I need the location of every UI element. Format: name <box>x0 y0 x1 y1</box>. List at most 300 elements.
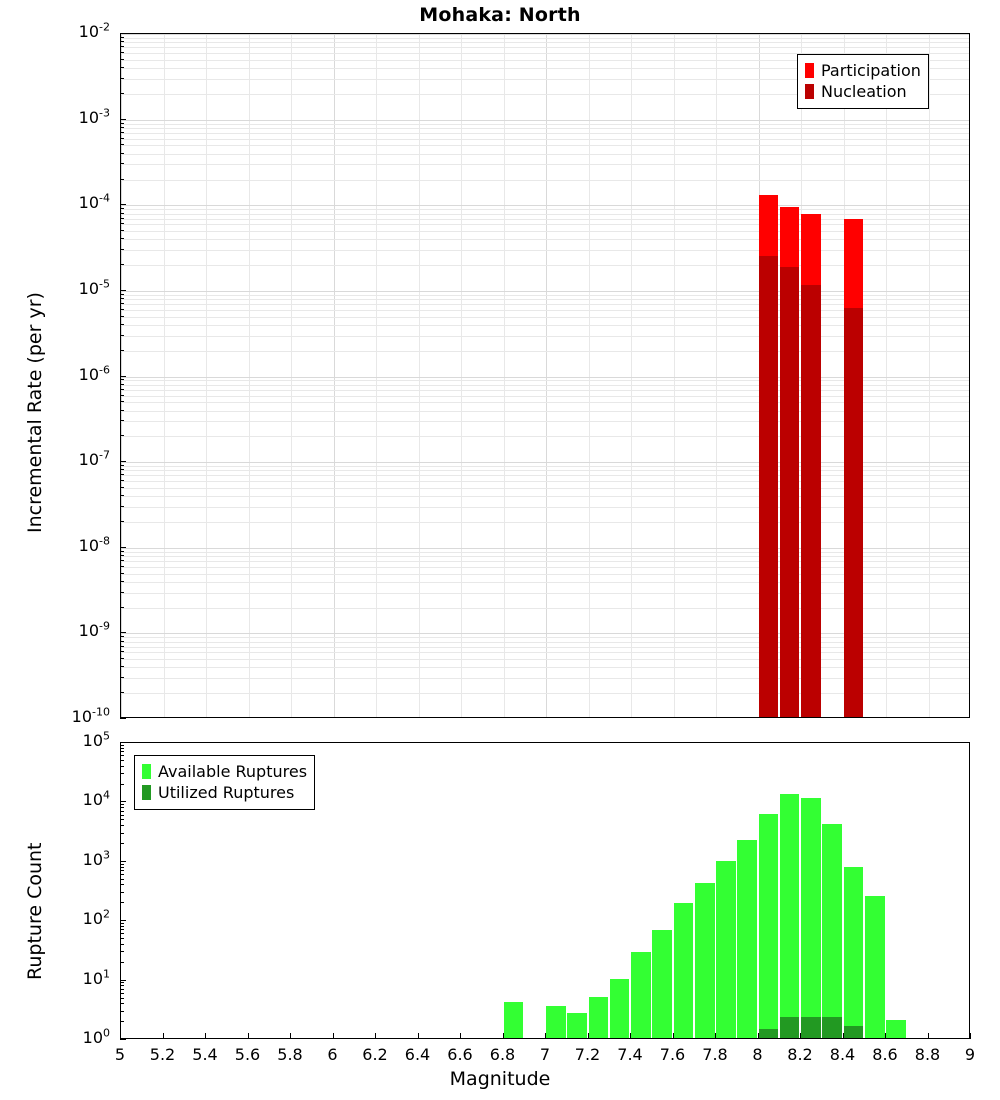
gridline <box>589 34 590 717</box>
top-legend <box>797 54 929 109</box>
gridline <box>631 34 632 717</box>
x-tick-label: 7.8 <box>702 1045 728 1064</box>
legend-swatch-available-icon <box>142 764 151 779</box>
bar-nucleation <box>759 256 779 717</box>
gridline <box>121 224 969 225</box>
y-tick-mark <box>120 376 126 377</box>
x-tick-mark <box>545 1033 546 1039</box>
y-tick-mark-minor <box>120 316 124 317</box>
bar-utilized-ruptures <box>844 1026 864 1038</box>
y-tick-mark-minor <box>120 1011 124 1012</box>
y-tick-label: $10^{-7}$ <box>78 448 110 470</box>
bar-available-ruptures <box>780 794 800 1038</box>
gridline <box>121 466 969 467</box>
gridline <box>121 475 969 476</box>
x-tick-label: 9 <box>964 1045 976 1064</box>
gridline <box>121 470 969 471</box>
y-tick-mark-minor <box>120 773 124 774</box>
gridline <box>546 34 547 717</box>
gridline <box>121 402 969 403</box>
gridline <box>121 561 969 562</box>
y-tick-mark-minor <box>120 213 124 214</box>
x-tick-mark <box>715 1033 716 1039</box>
y-tick-mark <box>120 920 126 921</box>
legend-swatch-nucleation-icon <box>805 84 814 99</box>
gridline <box>121 310 969 311</box>
y-tick-mark-minor <box>120 646 124 647</box>
gridline <box>121 336 969 337</box>
legend-swatch-participation-icon <box>805 63 814 78</box>
gridline <box>886 34 887 717</box>
x-tick-mark <box>630 1033 631 1039</box>
legend-item-nucleation <box>805 81 921 102</box>
y-tick-mark-minor <box>120 41 124 42</box>
gridline <box>121 652 969 653</box>
top-plot-panel <box>120 33 970 718</box>
bar-available-ruptures <box>631 952 651 1038</box>
y-tick-mark-minor <box>120 294 124 295</box>
y-tick-label: $10^1$ <box>82 967 110 988</box>
y-tick-label: $10^5$ <box>82 729 110 750</box>
gridline <box>121 124 969 125</box>
gridline <box>121 47 969 48</box>
y-tick-mark-minor <box>120 666 124 667</box>
bar-available-ruptures <box>801 798 821 1038</box>
y-tick-mark-minor <box>120 592 124 593</box>
y-tick-mark-minor <box>120 59 124 60</box>
legend-label-available-ruptures: Available Ruptures <box>158 761 308 781</box>
y-tick-label: $10^{-9}$ <box>78 620 110 641</box>
bar-available-ruptures <box>759 814 779 1038</box>
bar-available-ruptures <box>610 979 630 1038</box>
legend-label-participation: Participation <box>821 60 921 80</box>
bar-available-ruptures <box>822 824 842 1038</box>
y-tick-mark-minor <box>120 815 124 816</box>
y-tick-mark-minor <box>120 929 124 930</box>
y-tick-mark-minor <box>120 469 124 470</box>
y-tick-mark-minor <box>120 692 124 693</box>
x-tick-label: 6.4 <box>404 1045 431 1064</box>
x-tick-label: 6.8 <box>489 1045 516 1064</box>
legend-swatch-utilized-icon <box>142 785 151 800</box>
gridline <box>121 507 969 508</box>
y-tick-mark-minor <box>120 760 124 761</box>
gridline <box>121 647 969 648</box>
x-tick-mark <box>800 1033 801 1039</box>
gridline <box>121 154 969 155</box>
y-tick-mark-minor <box>120 480 124 481</box>
gridline <box>121 462 969 463</box>
y-tick-mark-minor <box>120 879 124 880</box>
y-tick-mark-minor <box>120 153 124 154</box>
gridline <box>121 693 969 694</box>
gridline <box>121 574 969 575</box>
y-tick-mark-minor <box>120 874 124 875</box>
y-tick-label: $10^{-6}$ <box>78 363 110 384</box>
gridline <box>121 205 969 206</box>
x-tick-mark <box>758 1033 759 1039</box>
y-tick-mark-minor <box>120 555 124 556</box>
y-tick-mark-minor <box>120 926 124 927</box>
x-tick-mark <box>248 1033 249 1039</box>
y-tick-mark-minor <box>120 982 124 983</box>
gridline <box>121 421 969 422</box>
y-tick-mark-minor <box>120 825 124 826</box>
y-tick-mark-minor <box>120 641 124 642</box>
y-tick-mark <box>120 980 126 981</box>
x-tick-label: 8 <box>752 1045 763 1064</box>
gridline <box>929 34 930 717</box>
y-tick-mark-minor <box>120 379 124 380</box>
x-tick-label: 7.2 <box>574 1045 601 1064</box>
y-tick-mark-minor <box>120 138 124 139</box>
y-tick-mark-minor <box>120 636 124 637</box>
x-tick-mark <box>418 1033 419 1039</box>
y-tick-mark-minor <box>120 223 124 224</box>
x-axis-label: Magnitude <box>449 1068 551 1090</box>
gridline <box>121 231 969 232</box>
y-tick-label: $10^{-2}$ <box>78 20 110 41</box>
y-tick-mark <box>120 290 126 291</box>
x-tick-label: 7.6 <box>659 1045 686 1064</box>
y-tick-mark-minor <box>120 867 124 868</box>
y-tick-mark-minor <box>120 506 124 507</box>
y-tick-mark-minor <box>120 37 124 38</box>
y-tick-mark-minor <box>120 93 124 94</box>
y-tick-label: $10^{-5}$ <box>78 277 110 298</box>
gridline <box>121 582 969 583</box>
y-tick-mark-minor <box>120 309 124 310</box>
gridline <box>249 34 250 717</box>
gridline <box>121 567 969 568</box>
bar-utilized-ruptures <box>822 1017 842 1039</box>
x-tick-mark <box>120 1033 121 1039</box>
y-tick-mark-minor <box>120 870 124 871</box>
gridline <box>121 133 969 134</box>
bar-available-ruptures <box>674 903 694 1038</box>
y-tick-mark-minor <box>120 401 124 402</box>
gridline <box>121 164 969 165</box>
y-tick-label: $10^3$ <box>82 848 110 869</box>
y-tick-mark-minor <box>120 1003 124 1004</box>
gridline <box>121 295 969 296</box>
y-tick-mark-minor <box>120 745 124 746</box>
gridline <box>121 209 969 210</box>
bottom-y-axis-label: Rupture Count <box>24 842 46 980</box>
y-tick-mark-minor <box>120 264 124 265</box>
gridline <box>121 556 969 557</box>
bar-utilized-ruptures <box>801 1017 821 1039</box>
gridline <box>121 496 969 497</box>
x-tick-label: 8.2 <box>787 1045 813 1064</box>
gridline <box>121 593 969 594</box>
y-tick-mark <box>120 33 126 34</box>
y-tick-mark-minor <box>120 766 124 767</box>
y-tick-mark-minor <box>120 985 124 986</box>
x-tick-label: 6.2 <box>362 1045 388 1064</box>
y-tick-mark-minor <box>120 420 124 421</box>
gridline <box>121 390 969 391</box>
top-y-axis-label: Incremental Rate (per yr) <box>24 292 46 533</box>
y-tick-mark-minor <box>120 884 124 885</box>
y-tick-mark-minor <box>120 819 124 820</box>
y-tick-mark-minor <box>120 933 124 934</box>
y-tick-mark-minor <box>120 465 124 466</box>
x-tick-mark <box>588 1033 589 1039</box>
gridline <box>419 34 420 717</box>
y-tick-mark-minor <box>120 892 124 893</box>
gridline <box>121 385 969 386</box>
gridline <box>121 481 969 482</box>
y-tick-label: $10^{-10}$ <box>71 705 110 726</box>
y-tick-mark-minor <box>120 132 124 133</box>
bar-nucleation <box>801 285 821 717</box>
y-tick-mark-minor <box>120 395 124 396</box>
y-tick-mark-minor <box>120 923 124 924</box>
y-tick-label: $10^4$ <box>82 789 110 810</box>
bar-utilized-ruptures <box>759 1029 779 1038</box>
gridline <box>121 552 969 553</box>
gridline <box>334 34 335 717</box>
bar-available-ruptures <box>652 930 672 1038</box>
y-tick-mark-minor <box>120 230 124 231</box>
y-tick-mark-minor <box>120 951 124 952</box>
legend-item-utilized-ruptures <box>142 782 307 803</box>
x-tick-mark <box>843 1033 844 1039</box>
gridline <box>121 145 969 146</box>
gridline <box>121 377 969 378</box>
y-tick-mark-minor <box>120 52 124 53</box>
y-tick-mark-minor <box>120 573 124 574</box>
bar-available-ruptures <box>504 1002 524 1038</box>
y-tick-mark-minor <box>120 389 124 390</box>
y-tick-mark-minor <box>120 962 124 963</box>
gridline <box>121 637 969 638</box>
y-tick-mark-minor <box>120 163 124 164</box>
y-tick-mark-minor <box>120 807 124 808</box>
y-tick-mark-minor <box>120 804 124 805</box>
y-tick-mark-minor <box>120 350 124 351</box>
x-tick-mark <box>205 1033 206 1039</box>
gridline <box>121 436 969 437</box>
y-tick-mark-minor <box>120 581 124 582</box>
x-tick-label: 7 <box>539 1045 551 1064</box>
bar-utilized-ruptures <box>780 1017 800 1039</box>
y-tick-mark <box>120 204 126 205</box>
gridline <box>121 317 969 318</box>
y-tick-mark-minor <box>120 410 124 411</box>
y-tick-mark <box>120 1039 126 1040</box>
y-tick-mark <box>120 742 126 743</box>
y-tick-mark-minor <box>120 127 124 128</box>
gridline <box>121 548 969 549</box>
gridline <box>121 265 969 266</box>
legend-label-nucleation: Nucleation <box>821 81 907 101</box>
y-tick-mark-minor <box>120 495 124 496</box>
y-tick-mark-minor <box>120 46 124 47</box>
y-tick-mark-minor <box>120 658 124 659</box>
gridline <box>121 250 969 251</box>
y-tick-mark-minor <box>120 298 124 299</box>
y-tick-mark-minor <box>120 551 124 552</box>
gridline <box>121 667 969 668</box>
gridline <box>121 633 969 634</box>
y-tick-mark-minor <box>120 218 124 219</box>
gridline <box>121 180 969 181</box>
gridline <box>121 239 969 240</box>
x-tick-label: 5.2 <box>149 1045 176 1064</box>
gridline <box>121 139 969 140</box>
y-tick-mark-minor <box>120 748 124 749</box>
y-tick-mark-minor <box>120 1021 124 1022</box>
y-tick-mark-minor <box>120 384 124 385</box>
y-tick-mark-minor <box>120 751 124 752</box>
gridline <box>206 34 207 717</box>
x-tick-mark <box>375 1033 376 1039</box>
page-title: Mohaka: North <box>419 4 581 26</box>
gridline <box>121 291 969 292</box>
gridline <box>121 299 969 300</box>
y-tick-mark <box>120 861 126 862</box>
x-tick-mark <box>928 1033 929 1039</box>
x-tick-label: 8.8 <box>914 1045 941 1064</box>
bar-nucleation <box>780 267 800 717</box>
gridline <box>376 34 377 717</box>
gridline <box>121 642 969 643</box>
x-tick-mark <box>673 1033 674 1039</box>
gridline <box>121 659 969 660</box>
y-tick-mark-minor <box>120 811 124 812</box>
gridline <box>674 34 675 717</box>
y-tick-mark-minor <box>120 179 124 180</box>
gridline <box>716 34 717 717</box>
legend-item-available-ruptures <box>142 761 307 782</box>
y-tick-mark <box>120 718 126 719</box>
bar-available-ruptures <box>695 883 715 1038</box>
gridline <box>121 522 969 523</box>
x-tick-label: 5 <box>114 1045 126 1064</box>
y-tick-mark-minor <box>120 566 124 567</box>
y-tick-mark <box>120 119 126 120</box>
bar-available-ruptures <box>886 1020 906 1038</box>
y-tick-mark-minor <box>120 144 124 145</box>
y-tick-mark-minor <box>120 864 124 865</box>
bar-available-ruptures <box>737 840 757 1039</box>
gridline <box>504 34 505 717</box>
bar-nucleation <box>844 308 864 717</box>
x-tick-mark <box>970 1033 971 1039</box>
gridline <box>121 128 969 129</box>
legend-item-participation <box>805 60 921 81</box>
x-tick-label: 5.4 <box>192 1045 218 1064</box>
y-tick-mark-minor <box>120 944 124 945</box>
y-tick-mark-minor <box>120 833 124 834</box>
y-tick-mark-minor <box>120 651 124 652</box>
y-tick-mark-minor <box>120 938 124 939</box>
y-tick-mark-minor <box>120 208 124 209</box>
y-tick-mark-minor <box>120 677 124 678</box>
y-tick-mark-minor <box>120 784 124 785</box>
bar-available-ruptures <box>865 896 885 1038</box>
gridline <box>461 34 462 717</box>
bar-available-ruptures <box>567 1013 587 1038</box>
x-tick-mark <box>885 1033 886 1039</box>
y-tick-mark-minor <box>120 607 124 608</box>
y-tick-label: $10^0$ <box>82 1026 110 1047</box>
gridline <box>121 608 969 609</box>
gridline <box>121 42 969 43</box>
gridline <box>121 325 969 326</box>
gridline <box>121 219 969 220</box>
x-tick-label: 6 <box>327 1045 338 1064</box>
gridline <box>121 120 969 121</box>
y-tick-mark-minor <box>120 989 124 990</box>
x-tick-label: 7.4 <box>617 1045 643 1064</box>
gridline <box>121 380 969 381</box>
bottom-legend <box>134 755 315 810</box>
y-tick-mark-minor <box>120 78 124 79</box>
y-tick-mark-minor <box>120 755 124 756</box>
y-tick-mark-minor <box>120 521 124 522</box>
x-tick-label: 5.8 <box>277 1045 303 1064</box>
y-tick-mark-minor <box>120 560 124 561</box>
y-tick-mark-minor <box>120 998 124 999</box>
gridline <box>164 34 165 717</box>
y-tick-mark <box>120 632 126 633</box>
gridline <box>121 411 969 412</box>
y-tick-mark-minor <box>120 67 124 68</box>
x-tick-mark <box>460 1033 461 1039</box>
y-tick-mark-minor <box>120 435 124 436</box>
gridline <box>121 678 969 679</box>
y-tick-mark-minor <box>120 335 124 336</box>
y-tick-mark-minor <box>120 238 124 239</box>
x-tick-mark <box>163 1033 164 1039</box>
y-tick-mark <box>120 801 126 802</box>
bar-available-ruptures <box>546 1006 566 1038</box>
y-tick-mark <box>120 461 126 462</box>
x-tick-mark <box>290 1033 291 1039</box>
y-tick-mark-minor <box>120 123 124 124</box>
y-tick-mark-minor <box>120 303 124 304</box>
y-tick-label: $10^{-3}$ <box>78 106 110 127</box>
y-tick-mark-minor <box>120 993 124 994</box>
gridline <box>121 34 969 35</box>
y-tick-label: $10^2$ <box>82 907 110 929</box>
gridline <box>121 304 969 305</box>
x-tick-label: 8.4 <box>829 1045 856 1064</box>
x-tick-mark <box>503 1033 504 1039</box>
x-tick-label: 8.6 <box>872 1045 898 1064</box>
y-tick-mark-minor <box>120 324 124 325</box>
y-tick-mark-minor <box>120 474 124 475</box>
gridline <box>121 488 969 489</box>
y-tick-mark-minor <box>120 843 124 844</box>
y-tick-mark-minor <box>120 249 124 250</box>
bar-available-ruptures <box>716 861 736 1038</box>
x-tick-label: 5.6 <box>234 1045 261 1064</box>
y-tick-mark-minor <box>120 902 124 903</box>
bar-available-ruptures <box>844 867 864 1038</box>
bar-available-ruptures <box>589 997 609 1039</box>
gridline <box>121 396 969 397</box>
y-tick-label: $10^{-8}$ <box>78 534 110 555</box>
y-tick-mark-minor <box>120 487 124 488</box>
legend-label-utilized-ruptures: Utilized Ruptures <box>158 782 295 802</box>
gridline <box>121 214 969 215</box>
gridline <box>121 351 969 352</box>
y-tick-label: $10^{-4}$ <box>78 191 110 213</box>
